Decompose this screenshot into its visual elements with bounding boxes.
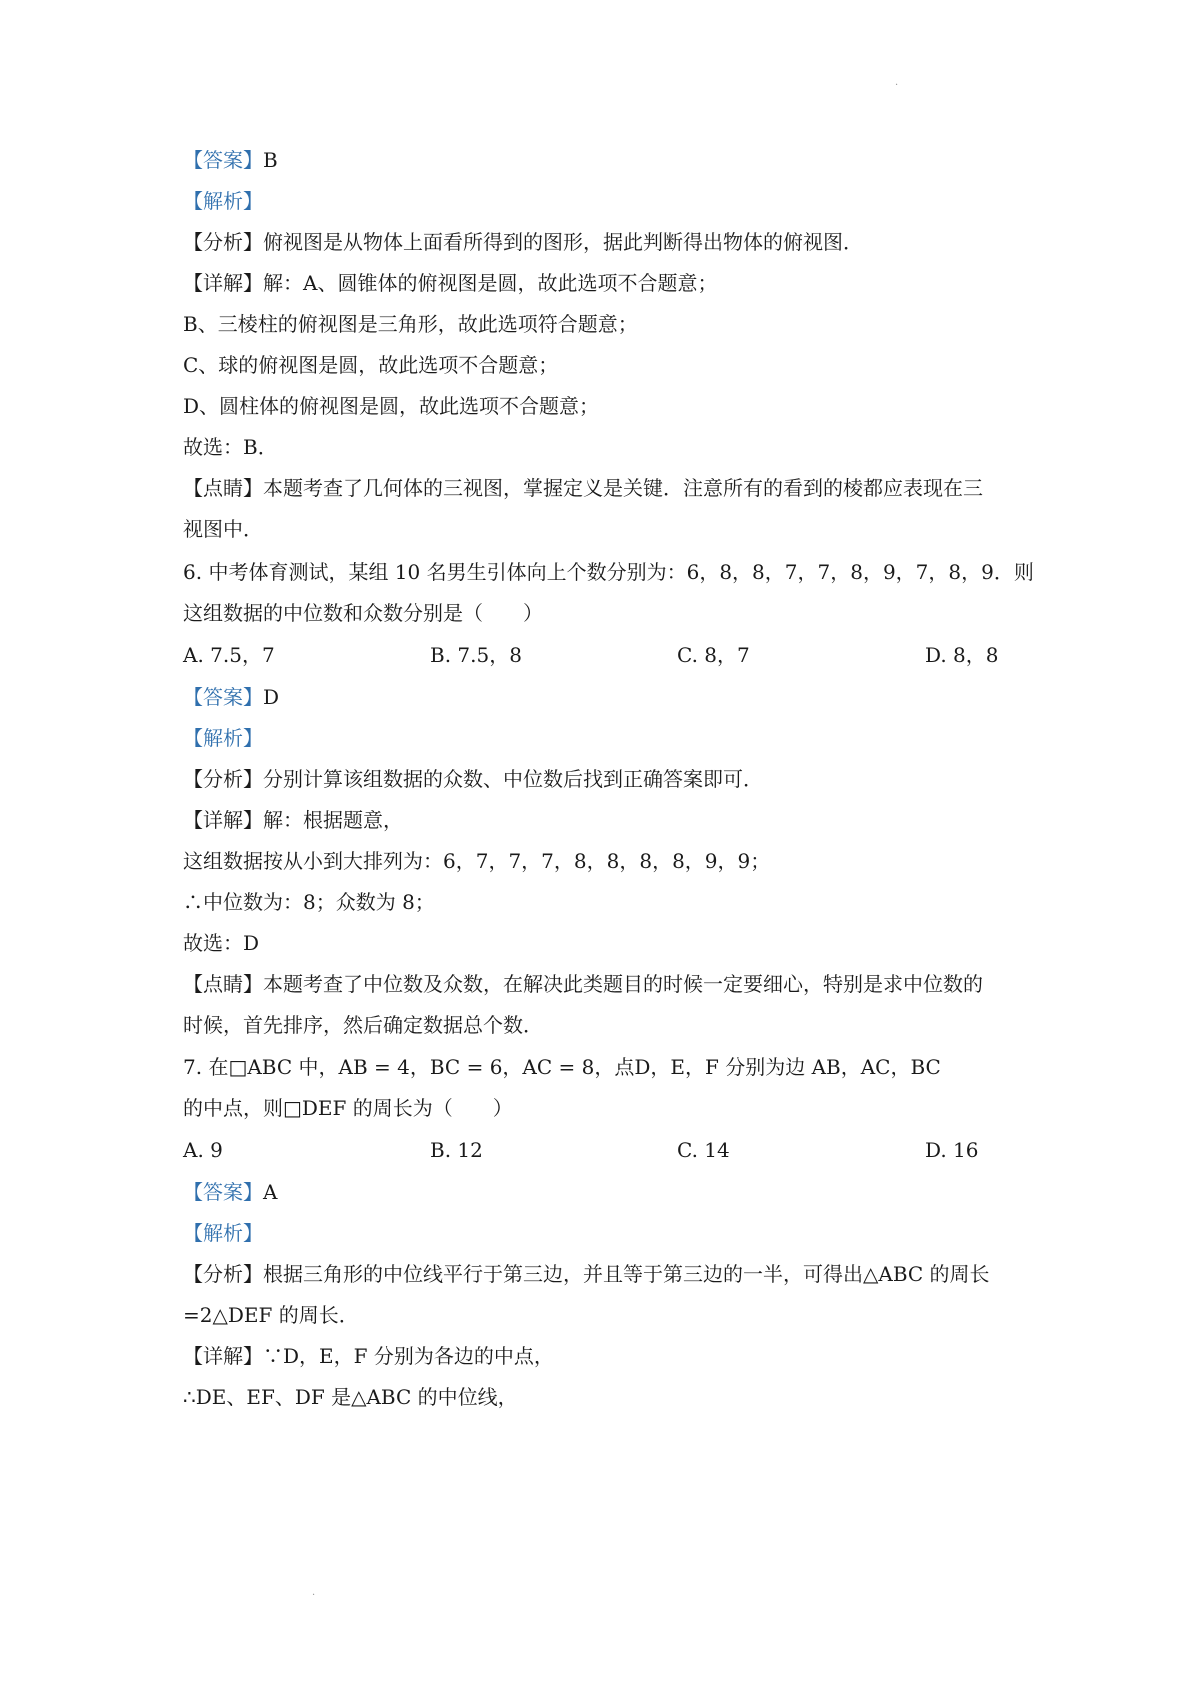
answer-tag: 【答案】 (183, 1180, 263, 1204)
dianjing-text: 本题考查了中位数及众数，在解决此类题目的时候一定要细心，特别是求中位数的 (263, 972, 983, 996)
q6-stem-line1: 6. 中考体育测试，某组 10 名男生引体向上个数分别为：6，8，8，7，7，8，9，7，8，9．则 (183, 560, 1034, 584)
dianjing-tag: 【点睛】 (183, 972, 263, 996)
fenxi-tag: 【分析】 (183, 230, 263, 254)
q7-stem-line2: 的中点，则□DEF 的周长为（ ） (183, 1096, 513, 1120)
xiangjie-text: 解：A、圆锥体的俯视图是圆，故此选项不合题意； (263, 271, 718, 295)
dianjing-tag: 【点睛】 (183, 476, 263, 500)
xiangjie-tag: 【详解】 (183, 1344, 263, 1368)
q7-fenxi-cont: =2△DEF 的周长． (183, 1303, 359, 1327)
answer-tag: 【答案】 (183, 148, 263, 172)
q5-line-d: D、圆柱体的俯视图是圆，故此选项不合题意； (183, 394, 600, 418)
q7-analysis (183, 1218, 1033, 1248)
scan-dot: · (895, 80, 899, 91)
q6-xiangjie (183, 805, 1033, 835)
answer-tag: 【答案】 (183, 685, 263, 709)
fenxi-tag: 【分析】 (183, 767, 263, 791)
q5-xiangjie (183, 268, 1033, 298)
q6-choose: 故选：D (183, 931, 260, 955)
analysis-tag: 【解析】 (183, 726, 263, 750)
q6-line1: 这组数据按从小到大排列为：6，7，7，7，8，8，8，8，9，9； (183, 849, 771, 873)
q6-fenxi (183, 764, 1033, 794)
fenxi-text: 根据三角形的中位线平行于第三边，并且等于第三边的一半，可得出△ABC 的周长 (263, 1262, 990, 1286)
xiangjie-tag: 【详解】 (183, 271, 263, 295)
q7-stem-line1: 7. 在□ABC 中，AB = 4，BC = 6，AC = 8，点D，E，F 分别为边 AB，AC，BC (183, 1055, 941, 1079)
q7-option-d: D. 16 (925, 1138, 979, 1162)
analysis-tag: 【解析】 (183, 1221, 263, 1245)
q5-answer (183, 145, 1033, 175)
answer-value: A (263, 1180, 278, 1204)
fenxi-text: 俯视图是从物体上面看所得到的图形，据此判断得出物体的俯视图． (263, 230, 863, 254)
q7-option-c: C. 14 (677, 1138, 730, 1162)
q5-line-b: B、三棱柱的俯视图是三角形，故此选项符合题意； (183, 312, 638, 336)
fenxi-tag: 【分析】 (183, 1262, 263, 1286)
q6-analysis (183, 723, 1033, 753)
q5-choose: 故选：B． (183, 435, 278, 459)
q5-dianjing-cont: 视图中． (183, 517, 263, 541)
fenxi-text: 分别计算该组数据的众数、中位数后找到正确答案即可． (263, 767, 763, 791)
q6-option-a: A. 7.5，7 (183, 643, 275, 667)
q6-option-b: B. 7.5，8 (430, 643, 522, 667)
answer-value: D (263, 685, 280, 709)
xiangjie-text: 解：根据题意， (263, 808, 403, 832)
q5-line-c: C、球的俯视图是圆，故此选项不合题意； (183, 353, 559, 377)
analysis-tag: 【解析】 (183, 189, 263, 213)
q7-fenxi (183, 1259, 1033, 1289)
xiangjie-text: ∵D，E，F 分别为各边的中点， (263, 1344, 554, 1368)
dianjing-text: 本题考查了几何体的三视图，掌握定义是关键．注意所有的看到的棱都应表现在三 (263, 476, 983, 500)
q5-fenxi (183, 227, 1033, 257)
q6-dianjing-cont: 时候，首先排序，然后确定数据总个数． (183, 1013, 543, 1037)
q6-answer (183, 682, 1033, 712)
q6-option-c: C. 8，7 (677, 643, 750, 667)
q6-stem-line2: 这组数据的中位数和众数分别是（ ） (183, 601, 543, 625)
q6-option-d: D. 8，8 (925, 643, 999, 667)
xiangjie-tag: 【详解】 (183, 808, 263, 832)
q7-option-a: A. 9 (183, 1138, 223, 1162)
q7-line1: ∴DE、EF、DF 是△ABC 的中位线， (183, 1385, 518, 1409)
answer-value: B (263, 148, 278, 172)
q6-line2: ∴中位数为：8；众数为 8； (183, 890, 435, 914)
q6-dianjing (183, 969, 1033, 999)
scan-dot: · (312, 1590, 316, 1601)
q5-analysis (183, 186, 1033, 216)
q7-option-b: B. 12 (430, 1138, 483, 1162)
q7-answer (183, 1177, 1033, 1207)
q5-dianjing (183, 473, 1033, 503)
q7-xiangjie (183, 1341, 1033, 1371)
